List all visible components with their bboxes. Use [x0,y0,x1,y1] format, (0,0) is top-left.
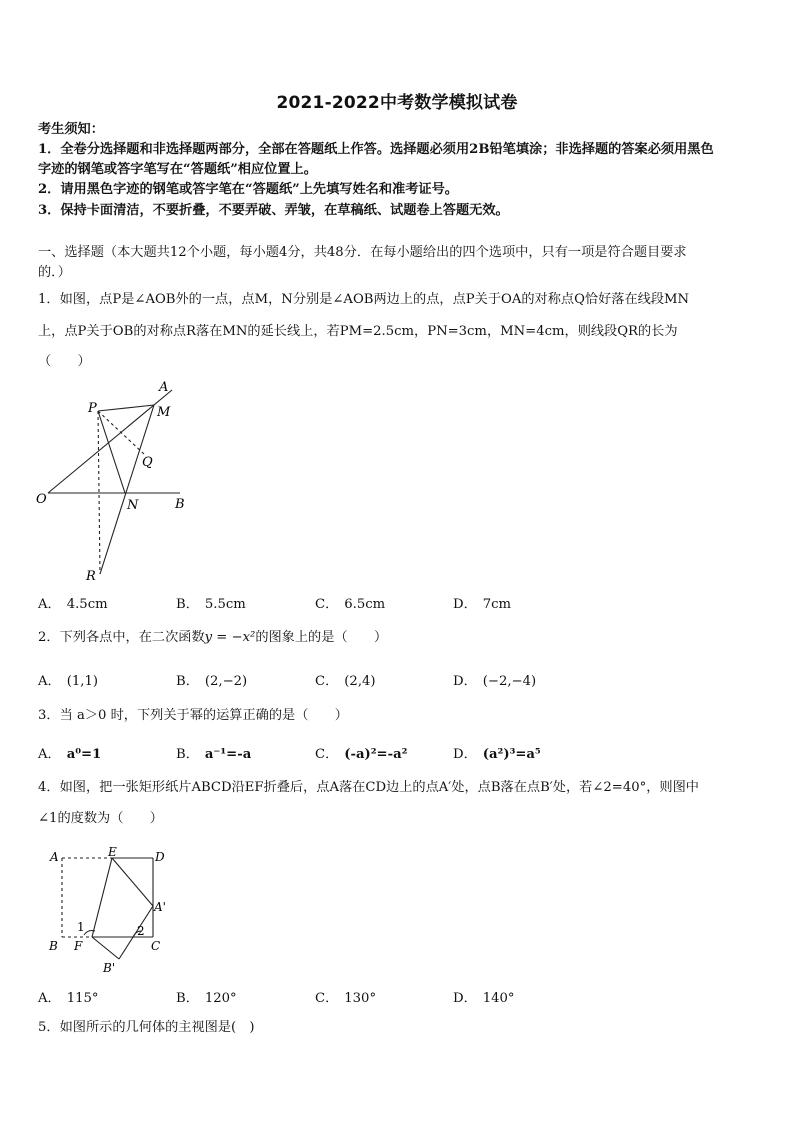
label-f: F [74,939,83,953]
label-a-prime: A' [154,900,166,914]
q1-stem: 1．如图，点P是∠AOB外的一点，点M，N分别是∠AOB两边上的点，点P关于OA的对称点Q恰好落在线段MN [38,292,690,307]
q1-figure [30,378,200,590]
q2-formula: y = −x² [204,630,256,645]
q1-stem: （ ） [38,354,91,369]
label-a: A [159,380,169,395]
q4-options [38,987,758,1007]
label-e: E [108,845,117,859]
line-mn [100,405,154,574]
edge-ea2 [112,858,153,906]
label-angle-2: 2 [137,924,145,938]
label-m: M [157,405,171,420]
label-p: P [88,401,97,416]
label-b: B [175,497,185,512]
option-d[interactable]: D． 140° [453,991,515,1006]
option-d[interactable]: D． 7cm [453,597,512,612]
option-a[interactable]: A． 115° [38,991,99,1006]
option-b[interactable]: B． a⁻¹=-a [176,747,252,762]
q1-stem: 上，点P关于OB的对称点R落在MN的延长线上，若PM=2.5cm，PN=3cm，MN=4cm，则线段QR的长为 [38,324,678,339]
q2-options [38,670,758,690]
option-c[interactable]: C． (-a)²=-a² [315,747,408,762]
label-a: A [50,850,59,864]
option-d[interactable]: D． (a²)³=a⁵ [453,747,541,762]
option-c[interactable]: C． 130° [315,991,377,1006]
option-c[interactable]: C． 6.5cm [315,597,386,612]
label-o: O [36,492,47,507]
label-b-prime: B' [103,961,116,975]
notice-item: 3．保持卡面清洁，不要折叠，不要弄破、弄皱，在草稿纸、试题卷上答题无效。 [38,203,509,218]
notice-item: 1．全卷分选择题和非选择题两部分，全部在答题纸上作答。选择题必须用2B铅笔填涂；非选择题的答案必须用黑色 [38,142,714,157]
q3-options [38,743,758,763]
paper-title: 2021-2022中考数学模拟试卷 [276,93,518,113]
option-a[interactable]: A． 4.5cm [38,597,108,612]
notice-item: 字迹的钢笔或答字笔写在“答题纸”相应位置上。 [38,162,317,177]
notice-heading: 考生须知： [38,122,104,137]
fold-ef [92,858,112,937]
option-d[interactable]: D． (−2,−4) [453,674,537,689]
label-q: Q [142,455,153,470]
option-b[interactable]: B． (2,−2) [176,674,248,689]
label-b: B [49,939,58,953]
q1-options [38,593,758,613]
option-a[interactable]: A． (1,1) [38,674,98,689]
q4-stem: 4．如图，把一张矩形纸片ABCD沿EF折叠后，点A落在CD边上的点A′处，点B落在点B′处，若∠2=40°，则图中 [38,780,699,795]
option-b[interactable]: B． 5.5cm [176,597,246,612]
q3-stem: 3．当 a＞0 时，下列关于幂的运算正确的是（ ） [38,708,348,723]
q4-figure [40,843,180,975]
option-c[interactable]: C． (2,4) [315,674,376,689]
q5-stem: 5．如图所示的几何体的主视图是( ) [38,1020,255,1035]
segment-pm [98,405,154,411]
option-b[interactable]: B． 120° [176,991,237,1006]
label-n: N [127,498,139,513]
label-d: D [155,850,165,864]
q4-stem: ∠1的度数为（ ） [38,811,163,826]
label-c: C [151,939,161,953]
section-heading-cont: 的．） [38,265,71,280]
label-angle-1: 1 [77,920,85,934]
option-a[interactable]: A． a⁰=1 [38,747,102,762]
edge-fb2 [92,937,119,959]
notice-item: 2．请用黑色字迹的钢笔或答字笔在“答题纸”上先填写姓名和准考证号。 [38,182,458,197]
section-heading: 一、选择题（本大题共12个小题，每小题4分，共48分．在每小题给出的四个选项中，只有一项是符合题目要求 [38,245,687,260]
q2-stem: 2．下列各点中，在二次函数y = −x²的图象上的是（ ） [38,630,388,645]
label-r: R [86,569,96,584]
